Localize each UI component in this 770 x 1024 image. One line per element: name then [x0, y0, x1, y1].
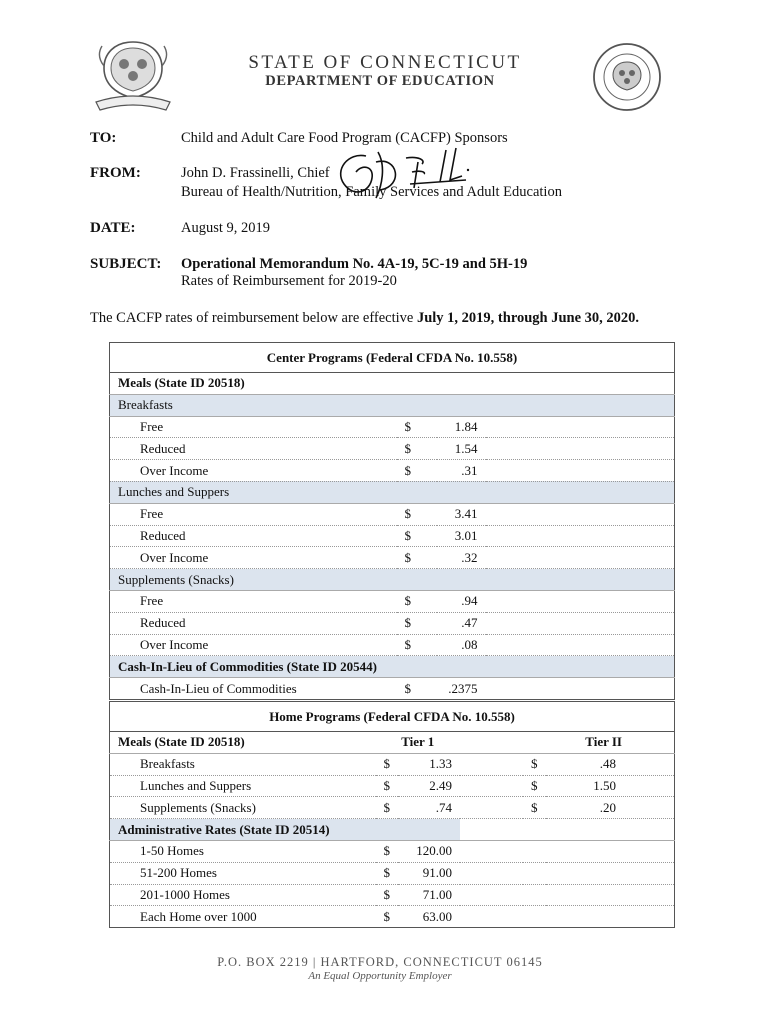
center-caption: Center Programs (Federal CFDA No. 10.558) [110, 343, 675, 373]
table-row [110, 678, 675, 700]
tier2-amount: .20 [546, 797, 675, 819]
home-caption: Home Programs (Federal CFDA No. 10.558) [110, 702, 675, 732]
tier1-amount: 1.33 [398, 753, 460, 775]
dollar-sign: $ [376, 906, 399, 928]
table-row [110, 906, 675, 928]
row-label: Breakfasts [110, 753, 376, 775]
footer-tagline: An Equal Opportunity Employer [308, 970, 452, 982]
dollar-sign: $ [523, 797, 546, 819]
dollar-sign: $ [397, 438, 437, 460]
dollar-sign: $ [523, 775, 546, 797]
effective-dates-text [90, 310, 639, 327]
dollar-sign: $ [397, 590, 437, 612]
subject-label: SUBJECT: [90, 256, 162, 272]
dollar-sign: $ [397, 612, 437, 634]
table-row [110, 753, 675, 775]
tier2-header: Tier II [523, 732, 675, 754]
date-label: DATE: [90, 220, 136, 236]
supplements-header: Supplements (Snacks) [110, 569, 675, 591]
tier2-amount: 1.50 [546, 775, 675, 797]
dollar-sign: $ [397, 460, 437, 482]
row-amount: 3.01 [437, 525, 486, 547]
subject-title: Operational Memorandum No. 4A-19, 5C-19 and 5H-19 [181, 256, 528, 272]
table-row [110, 590, 675, 612]
row-label: Free [110, 416, 397, 438]
section-row [110, 373, 675, 395]
table-row [110, 797, 675, 819]
center-programs-table [109, 342, 675, 700]
admin-amount: 91.00 [398, 862, 460, 884]
table-row [110, 840, 675, 862]
section-row [110, 819, 675, 841]
dollar-sign: $ [397, 634, 437, 656]
dollar-sign: $ [376, 862, 399, 884]
table-row [110, 460, 675, 482]
admin-header: Administrative Rates (State ID 20514) [110, 819, 461, 841]
row-label: Reduced [110, 438, 397, 460]
row-label: Over Income [110, 634, 397, 656]
row-label: 1-50 Homes [110, 840, 376, 862]
table-row [110, 438, 675, 460]
row-amount: 3.41 [437, 503, 486, 525]
table-row [110, 547, 675, 569]
from-bureau: Bureau of Health/Nutrition, Family Services and Adult Education [181, 184, 562, 200]
admin-amount: 63.00 [398, 906, 460, 928]
row-label: Free [110, 503, 397, 525]
footer-address: P.O. BOX 2219 | HARTFORD, CONNECTICUT 06145 [217, 955, 543, 969]
table-caption-row [110, 343, 675, 373]
table-row [110, 634, 675, 656]
to-label: TO: [90, 130, 117, 146]
dollar-sign: $ [376, 775, 399, 797]
subsection-row [110, 394, 675, 416]
table-caption-row [110, 702, 675, 732]
signature-icon [326, 142, 476, 204]
to-value: Child and Adult Care Food Program (CACFP) Sponsors [181, 130, 508, 146]
tier1-amount: .74 [398, 797, 460, 819]
row-label: 201-1000 Homes [110, 884, 376, 906]
dollar-sign: $ [523, 753, 546, 775]
from-label: FROM: [90, 165, 141, 181]
row-label: Supplements (Snacks) [110, 797, 376, 819]
row-amount: .31 [437, 460, 486, 482]
section-row [110, 732, 675, 754]
lunches-header: Lunches and Suppers [110, 481, 675, 503]
date-value: August 9, 2019 [181, 220, 271, 236]
from-name: John D. Frassinelli, Chief [181, 165, 330, 181]
table-row [110, 775, 675, 797]
section-row [110, 656, 675, 678]
row-amount: 1.84 [437, 416, 486, 438]
tier2-amount: .48 [546, 753, 675, 775]
dollar-sign: $ [376, 753, 399, 775]
tier1-amount: 2.49 [398, 775, 460, 797]
row-label: Over Income [110, 547, 397, 569]
dollar-sign: $ [376, 840, 399, 862]
dollar-sign: $ [397, 547, 437, 569]
row-label: 51-200 Homes [110, 862, 376, 884]
home-programs-table [109, 701, 675, 928]
admin-amount: 71.00 [398, 884, 460, 906]
row-label: Reduced [110, 525, 397, 547]
home-meals-header: Meals (State ID 20518) [110, 732, 376, 754]
admin-amount: 120.00 [398, 840, 460, 862]
row-label: Free [110, 590, 397, 612]
dollar-sign: $ [397, 416, 437, 438]
dollar-sign: $ [397, 525, 437, 547]
dollar-sign: $ [397, 678, 437, 700]
row-amount: .47 [437, 612, 486, 634]
row-label: Each Home over 1000 [110, 906, 376, 928]
row-amount: .32 [437, 547, 486, 569]
table-row [110, 525, 675, 547]
row-amount: .2375 [437, 678, 486, 700]
state-title: STATE OF CONNECTICUT [248, 52, 522, 73]
subject-subtitle: Rates of Reimbursement for 2019-20 [181, 273, 397, 289]
intro-text: The CACFP rates of reimbursement below are effective [90, 310, 417, 326]
cil-header: Cash-In-Lieu of Commodities (State ID 20544) [110, 656, 675, 678]
effective-dates: July 1, 2019, through June 30, 2020. [416, 310, 640, 326]
dollar-sign: $ [397, 503, 437, 525]
table-row [110, 612, 675, 634]
row-label: Cash-In-Lieu of Commodities [110, 678, 397, 700]
row-label: Over Income [110, 460, 397, 482]
dollar-sign: $ [376, 797, 399, 819]
subsection-row [110, 569, 675, 591]
breakfasts-header: Breakfasts [110, 394, 675, 416]
table-row [110, 862, 675, 884]
table-row [110, 884, 675, 906]
row-label: Lunches and Suppers [110, 775, 376, 797]
department-title: DEPARTMENT OF EDUCATION [265, 73, 495, 89]
row-amount: .94 [437, 590, 486, 612]
tier1-header: Tier 1 [376, 732, 461, 754]
table-row [110, 503, 675, 525]
table-row [110, 416, 675, 438]
dollar-sign: $ [376, 884, 399, 906]
row-amount: 1.54 [437, 438, 486, 460]
row-label: Reduced [110, 612, 397, 634]
center-meals-header: Meals (State ID 20518) [110, 373, 675, 395]
row-amount: .08 [437, 634, 486, 656]
subsection-row [110, 481, 675, 503]
